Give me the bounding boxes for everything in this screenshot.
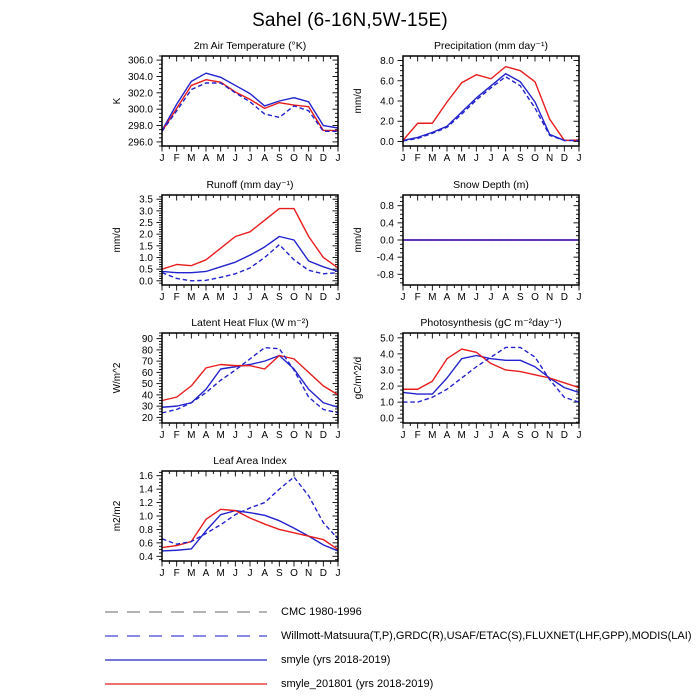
y-tick-label: 0.8: [139, 524, 153, 536]
x-tick-label: D: [560, 430, 568, 441]
x-tick-label: F: [173, 568, 180, 579]
axis-ticks: [139, 195, 340, 303]
x-tick-label: A: [202, 292, 210, 303]
legend-item-label: smyle (yrs 2018-2019): [281, 654, 391, 666]
x-tick-label: A: [261, 430, 269, 441]
x-tick-label: J: [400, 430, 406, 441]
y-tick-label: 298.0: [127, 121, 153, 133]
y-tick-label: 306.0: [127, 55, 153, 67]
x-tick-label: S: [275, 568, 283, 579]
x-tick-label: O: [290, 568, 298, 579]
x-tick-label: O: [531, 430, 539, 441]
chart-panel-precipitation: [345, 37, 595, 171]
axis-ticks: [377, 195, 582, 303]
legend-item: [104, 672, 664, 696]
page-title: Sahel (6-16N,5W-15E): [252, 10, 448, 31]
x-tick-label: J: [232, 568, 238, 579]
plot-frame: [403, 333, 579, 423]
series-line-obs: [162, 477, 338, 544]
x-tick-label: F: [173, 430, 180, 441]
legend-line-swatch-smyle: [104, 654, 268, 666]
x-tick-label: J: [247, 568, 253, 579]
x-tick-label: N: [546, 153, 554, 164]
y-axis-label: mm/d: [353, 88, 364, 114]
panel-title: Snow Depth (m): [453, 179, 529, 191]
x-tick-label: M: [187, 568, 196, 579]
x-tick-label: M: [216, 430, 225, 441]
x-tick-label: J: [473, 430, 479, 441]
x-tick-label: D: [319, 292, 327, 303]
x-tick-label: S: [516, 430, 524, 441]
y-tick-label: 8.0: [380, 56, 394, 68]
plot-frame: [162, 471, 338, 561]
x-tick-label: M: [187, 292, 196, 303]
x-tick-label: D: [560, 292, 568, 303]
x-tick-label: M: [428, 153, 437, 164]
x-tick-label: F: [414, 153, 421, 164]
x-tick-label: J: [335, 568, 341, 579]
x-tick-label: J: [232, 153, 238, 164]
x-tick-label: J: [159, 292, 165, 303]
x-tick-label: A: [443, 430, 451, 441]
legend-item-label: smyle_201801 (yrs 2018-2019): [281, 678, 434, 690]
y-axis-label: K: [112, 97, 123, 105]
y-tick-label: 3.0: [380, 365, 394, 377]
x-tick-label: J: [159, 153, 165, 164]
series-line-smyle_201801: [162, 356, 338, 401]
y-tick-label: 0.6: [139, 538, 153, 550]
series-line-smyle: [403, 74, 579, 141]
series-line-smyle: [162, 73, 338, 130]
y-axis-label: mm/d: [353, 227, 364, 253]
legend: [104, 600, 692, 696]
x-tick-label: A: [202, 568, 210, 579]
panel-title: Latent Heat Flux (W m⁻²): [191, 317, 309, 329]
x-tick-label: N: [546, 430, 554, 441]
y-tick-label: 0.8: [380, 201, 394, 213]
x-tick-label: J: [473, 153, 479, 164]
x-tick-label: A: [202, 430, 210, 441]
y-tick-label: 4.0: [380, 349, 394, 361]
y-tick-label: 304.0: [127, 71, 153, 83]
x-tick-label: S: [516, 292, 524, 303]
panel-title: Photosynthesis (gC m⁻²day⁻¹): [420, 317, 562, 329]
y-tick-label: 0.5: [139, 264, 153, 276]
x-tick-label: S: [275, 292, 283, 303]
x-tick-label: S: [516, 153, 524, 164]
y-tick-label: 0.0: [380, 235, 394, 247]
y-tick-label: 6.0: [380, 76, 394, 88]
y-tick-label: 3.0: [139, 206, 153, 218]
plot-frame: [403, 56, 579, 146]
panel-title: Runoff (mm day⁻¹): [206, 179, 294, 191]
panel-title: Precipitation (mm day⁻¹): [433, 40, 549, 52]
x-tick-label: J: [488, 430, 494, 441]
y-tick-label: 302.0: [127, 88, 153, 100]
x-tick-label: J: [232, 292, 238, 303]
axis-ticks: [139, 471, 340, 579]
axis-ticks: [142, 333, 341, 441]
x-tick-label: N: [305, 292, 313, 303]
panel-title: Leaf Area Index: [213, 455, 287, 467]
x-tick-label: O: [290, 430, 298, 441]
x-tick-label: A: [202, 153, 210, 164]
y-tick-label: 90: [141, 334, 153, 346]
x-tick-label: J: [247, 430, 253, 441]
x-tick-label: M: [428, 292, 437, 303]
y-axis-label: W/m^2: [112, 362, 123, 394]
legend-item-label: Willmott-Matsuura(T,P),GRDC(R),USAF/ETAC(S),FLUXNET(LHF,GPP),MODIS(LAI): [281, 630, 692, 642]
y-tick-label: 3.5: [139, 194, 153, 206]
axis-ticks: [380, 333, 581, 441]
chart-panel-photosynthesis: [345, 314, 595, 448]
x-tick-label: J: [576, 153, 582, 164]
x-tick-label: M: [457, 292, 466, 303]
y-tick-label: 50: [141, 379, 153, 391]
x-tick-label: A: [443, 292, 451, 303]
legend-item-label: CMC 1980-1996: [281, 606, 362, 618]
x-tick-label: J: [159, 430, 165, 441]
x-tick-label: A: [261, 568, 269, 579]
x-tick-label: A: [502, 292, 510, 303]
x-tick-label: A: [502, 430, 510, 441]
x-tick-label: F: [414, 430, 421, 441]
y-tick-label: 0.4: [380, 218, 394, 230]
x-tick-label: M: [187, 153, 196, 164]
y-tick-label: 70: [141, 356, 153, 368]
x-tick-label: N: [305, 430, 313, 441]
x-tick-label: S: [275, 153, 283, 164]
y-tick-label: 296.0: [127, 137, 153, 149]
x-tick-label: F: [173, 153, 180, 164]
legend-item: [104, 624, 692, 648]
y-tick-label: 1.2: [139, 498, 153, 510]
chart-panel-snow-depth: [345, 176, 595, 310]
y-tick-label: 80: [141, 345, 153, 357]
x-tick-label: A: [443, 153, 451, 164]
series-line-smyle: [162, 511, 338, 551]
y-axis-label: m2/m2: [112, 500, 123, 532]
y-tick-label: 1.6: [139, 471, 153, 483]
x-tick-label: S: [275, 430, 283, 441]
x-tick-label: J: [159, 568, 165, 579]
x-tick-label: A: [261, 292, 269, 303]
x-tick-label: J: [335, 430, 341, 441]
x-tick-label: J: [576, 292, 582, 303]
x-tick-label: J: [232, 430, 238, 441]
x-tick-label: J: [576, 430, 582, 441]
panel-title: 2m Air Temperature (°K): [193, 40, 307, 52]
legend-line-swatch-smyle-201801: [104, 678, 268, 690]
series-line-smyle_201801: [403, 67, 579, 141]
x-tick-label: O: [531, 292, 539, 303]
y-tick-label: 1.0: [380, 397, 394, 409]
legend-line-swatch-obs: [104, 630, 268, 642]
legend-line-swatch-cmc: [104, 606, 268, 618]
x-tick-label: M: [216, 568, 225, 579]
x-tick-label: O: [290, 292, 298, 303]
x-tick-label: J: [488, 153, 494, 164]
series-line-smyle: [403, 356, 579, 395]
y-tick-label: 30: [141, 401, 153, 413]
y-tick-label: 0.4: [139, 551, 153, 563]
x-tick-label: A: [502, 153, 510, 164]
chart-panel-temperature: [104, 37, 354, 171]
x-tick-label: M: [187, 430, 196, 441]
y-tick-label: 2.0: [380, 116, 394, 128]
x-tick-label: J: [335, 153, 341, 164]
x-tick-label: D: [319, 153, 327, 164]
x-tick-label: N: [305, 568, 313, 579]
x-tick-label: D: [319, 568, 327, 579]
y-tick-label: 0.0: [380, 136, 394, 148]
x-tick-label: F: [414, 292, 421, 303]
y-tick-label: 2.0: [139, 229, 153, 241]
y-tick-label: 300.0: [127, 104, 153, 116]
y-tick-label: 0.0: [139, 276, 153, 288]
x-tick-label: D: [560, 153, 568, 164]
series-line-smyle_201801: [162, 209, 338, 270]
y-tick-label: -0.4: [376, 252, 394, 264]
x-tick-label: O: [290, 153, 298, 164]
y-axis-label: mm/d: [112, 227, 123, 253]
legend-item: [104, 600, 664, 624]
x-tick-label: M: [428, 430, 437, 441]
x-tick-label: F: [173, 292, 180, 303]
y-tick-label: 20: [141, 412, 153, 424]
chart-panel-leaf-area-index: [104, 452, 354, 586]
x-tick-label: N: [546, 292, 554, 303]
x-tick-label: J: [400, 292, 406, 303]
axis-ticks: [128, 56, 341, 164]
x-tick-label: A: [261, 153, 269, 164]
legend-item: [104, 648, 664, 672]
y-tick-label: 1.0: [139, 511, 153, 523]
y-tick-label: 40: [141, 390, 153, 402]
y-tick-label: 1.0: [139, 252, 153, 264]
y-tick-label: 60: [141, 367, 153, 379]
x-tick-label: M: [457, 153, 466, 164]
x-tick-label: J: [247, 153, 253, 164]
x-tick-label: J: [473, 292, 479, 303]
axis-ticks: [380, 56, 581, 164]
x-tick-label: M: [216, 153, 225, 164]
chart-panel-runoff: [104, 176, 354, 310]
x-tick-label: J: [488, 292, 494, 303]
x-tick-label: O: [531, 153, 539, 164]
plot-frame: [162, 333, 338, 423]
y-tick-label: 2.0: [380, 381, 394, 393]
y-tick-label: 1.5: [139, 241, 153, 253]
x-tick-label: N: [305, 153, 313, 164]
x-tick-label: M: [457, 430, 466, 441]
plot-frame: [162, 56, 338, 146]
x-tick-label: J: [247, 292, 253, 303]
series-line-smyle_201801: [162, 509, 338, 549]
chart-panel-latent-heat-flux: [104, 314, 354, 448]
x-tick-label: D: [319, 430, 327, 441]
y-tick-label: 0.0: [380, 413, 394, 425]
x-tick-label: J: [335, 292, 341, 303]
y-tick-label: -0.8: [376, 269, 394, 281]
y-tick-label: 1.4: [139, 484, 153, 496]
y-tick-label: 5.0: [380, 333, 394, 345]
y-tick-label: 4.0: [380, 96, 394, 108]
x-tick-label: J: [400, 153, 406, 164]
x-tick-label: M: [216, 292, 225, 303]
y-tick-label: 2.5: [139, 218, 153, 230]
y-axis-label: gC/m^2/d: [353, 356, 364, 400]
